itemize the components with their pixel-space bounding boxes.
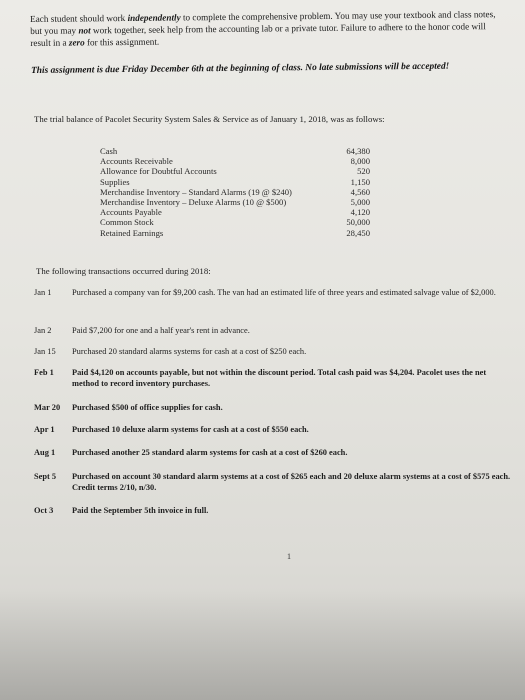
- transaction-text: Purchased another 25 standard alarm systems for cash at a cost of $260 each.: [72, 448, 348, 457]
- transaction-date: Apr 1: [34, 425, 55, 434]
- photo-shadow: [0, 590, 525, 700]
- transaction-text: Purchased 20 standard alarms systems for cash at a cost of $250 each.: [72, 347, 307, 356]
- account-amount: 50,000: [346, 217, 370, 228]
- intro-text-3: work together, seek help from the accounting lab or a private tutor. Failure to adhere to the honor code will result in a: [30, 21, 486, 48]
- transaction-date: Feb 1: [34, 368, 54, 377]
- account-row: [100, 187, 370, 197]
- transaction-date: Mar 20: [34, 403, 61, 412]
- transaction-item: [34, 505, 514, 516]
- account-amount: 4,560: [350, 186, 370, 197]
- account-row: [100, 228, 370, 238]
- intro-text-4: for this assignment.: [84, 36, 160, 48]
- transaction-text: Paid $4,120 on accounts payable, but not within the discount period. Total cash paid was $4,204. Pacolet uses the net method to record inventory purchases.: [72, 368, 487, 388]
- transaction-text: Paid the September 5th invoice in full.: [72, 506, 209, 515]
- transaction-date: Jan 1: [34, 288, 52, 297]
- account-row: [100, 217, 370, 227]
- account-name: Merchandise Inventory – Standard Alarms (19 @ $240): [100, 186, 292, 197]
- account-name: Allowance for Doubtful Accounts: [100, 166, 217, 177]
- intro-emphasis-zero: zero: [68, 37, 85, 48]
- account-row: [100, 197, 370, 207]
- account-name: Common Stock: [100, 217, 154, 228]
- account-name: Accounts Receivable: [100, 156, 173, 167]
- intro-text-1: Each student should work: [30, 12, 128, 24]
- intro-emphasis-not: not: [78, 25, 91, 36]
- transaction-item: [34, 447, 514, 458]
- trial-balance-accounts: [100, 146, 370, 238]
- account-amount: 1,150: [350, 176, 370, 187]
- account-name: Accounts Payable: [100, 207, 162, 218]
- transaction-item: [34, 325, 514, 336]
- account-amount: 520: [357, 166, 370, 177]
- transaction-item: [34, 367, 514, 389]
- account-amount: 4,120: [350, 207, 370, 218]
- account-name: Cash: [100, 146, 118, 156]
- deadline-notice: This assignment is due Friday December 6th at the beginning of class. No late submissions will be accepted!: [31, 61, 450, 76]
- honor-code-paragraph: [30, 8, 508, 49]
- account-row: [100, 166, 370, 176]
- account-amount: 64,380: [346, 146, 370, 156]
- transaction-text: Purchased $500 of office supplies for cash.: [72, 403, 223, 412]
- transaction-date: Jan 15: [34, 347, 56, 356]
- transaction-date: Sept 5: [34, 472, 57, 481]
- transaction-date: Jan 2: [34, 326, 52, 335]
- page-number: 1: [287, 552, 291, 561]
- transaction-text: Purchased a company van for $9,200 cash. The van had an estimated life of three years and estimated salvage value of $2,000.: [72, 288, 496, 297]
- account-row: [100, 177, 370, 187]
- account-amount: 28,450: [346, 227, 370, 238]
- intro-text-2: to complete the comprehensive problem. You may use your textbook and class notes, but you may: [30, 9, 496, 36]
- account-row: [100, 156, 370, 166]
- transaction-item: [34, 471, 514, 493]
- account-row: [100, 146, 370, 156]
- account-row: [100, 207, 370, 217]
- account-name: Supplies: [100, 176, 130, 187]
- transaction-date: Oct 3: [34, 506, 54, 515]
- transaction-text: Purchased 10 deluxe alarm systems for cash at a cost of $550 each.: [72, 425, 309, 434]
- transaction-item: [34, 287, 514, 298]
- transaction-date: Aug 1: [34, 448, 56, 457]
- account-amount: 8,000: [350, 156, 370, 167]
- transactions-heading: The following transactions occurred during 2018:: [36, 266, 211, 276]
- account-name: Retained Earnings: [100, 227, 164, 238]
- intro-emphasis-independently: independently: [127, 12, 181, 23]
- transaction-item: [34, 402, 514, 413]
- trial-balance-heading: The trial balance of Pacolet Security System Sales & Service as of January 1, 2018, was as follows:: [34, 114, 385, 124]
- account-name: Merchandise Inventory – Deluxe Alarms (10 @ $500): [100, 197, 287, 208]
- transaction-text: Paid $7,200 for one and a half year's rent in advance.: [72, 326, 250, 335]
- transaction-item: [34, 424, 514, 435]
- account-amount: 5,000: [350, 197, 370, 208]
- transaction-text: Purchased on account 30 standard alarm systems at a cost of $265 each and 20 deluxe alarm systems at a cost of $575 each. Credit terms 2/10, n/30.: [72, 472, 511, 492]
- transaction-item: [34, 346, 514, 357]
